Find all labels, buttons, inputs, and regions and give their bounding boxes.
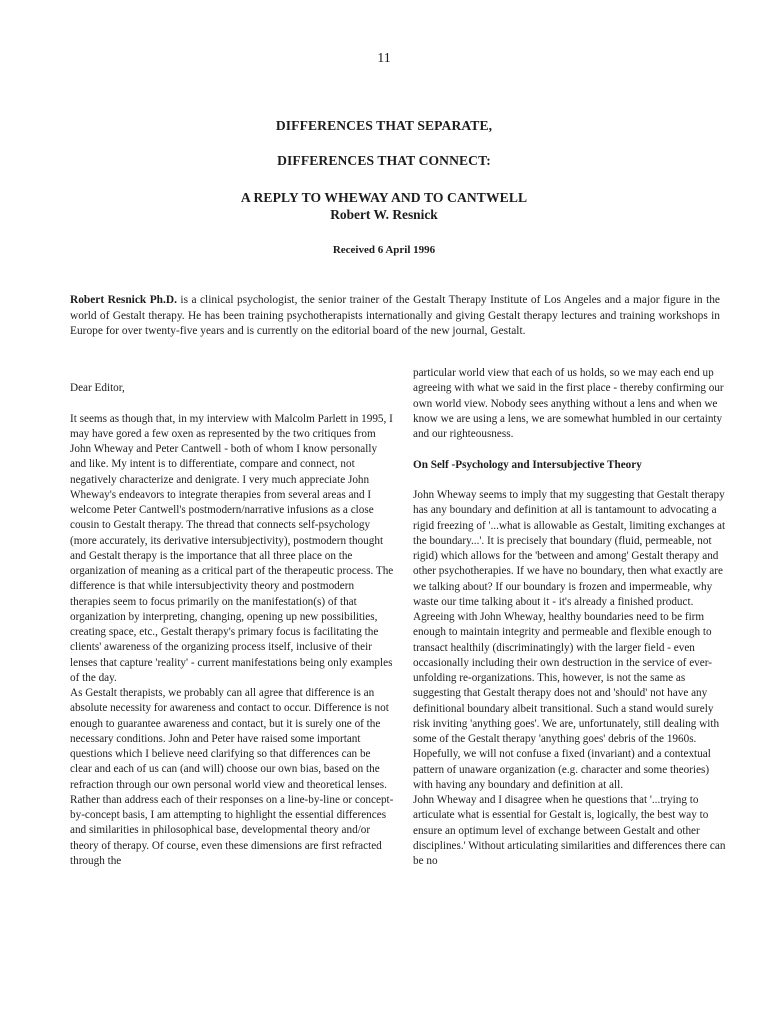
title-line-3: A REPLY TO WHEWAY AND TO CANTWELL xyxy=(240,190,528,205)
page-number: 11 xyxy=(377,51,391,66)
body-paragraph: It seems as though that, in my interview with Malcolm Parlett in 1995, I may have gored a few oxen as represented by the two critiques from John Wheway and Peter Cantwell - both of whom I know personally and like. My intent is to differentiate, compare and connect, not negatively characterize and denigrate. I very much appreciate John Wheway's endeavors to integrate therapies from several areas and I welcome Peter Cantwell's postmodern/narrative infusions as a close cousin to Gestalt therapy. The thread that connects self-psychology (more accurately, its derivative intersubjectivity), postmodern thought and Gestalt therapy is the importance that all three place on the organization of meaning as a critical part of the therapeutic process. The difference is that while intersubjectivity theory and postmodern therapies seem to focus primarily on the manifestation(s) of that organization by interpreting, changing, opening up new possibilities, creating space, etc., Gestalt therapy's primary focus is facilitating the clients' awareness of the organizing process itself, inclusive of their lenses that capture 'reality' - current manifestations being only examples of the day. xyxy=(70,412,394,684)
paragraph-gap xyxy=(70,396,394,411)
body-paragraph: John Wheway and I disagree when he questions that '...trying to articulate what is essential for Gestalt is, logically, the best way to ensure an optimum level of exchange between Gestalt and other disciplines.' Without articulating similarities and differences there can be no xyxy=(413,794,726,867)
author-name: Robert W. Resnick xyxy=(330,207,438,222)
salutation: Dear Editor, xyxy=(70,382,125,394)
title-line-2: DIFFERENCES THAT CONNECT: xyxy=(277,153,491,168)
body-paragraph: As Gestalt therapists, we probably can all agree that difference is an absolute necessity for awareness and contact to occur. Difference is not enough to guarantee awareness and contact, but it is surely one of the necessary conditions. John and Peter have raised some important questions which I believe need clarifying so that differences can be clear and each of us can (and will) choose our own bias, based on the refraction through our own personal world view and theoretical lenses. Rather than address each of their responses on a line-by-line or concept-by-concept basis, I am attempting to highlight the essential differences and similarities in philosophical base, developmental theory and/or theory of therapy. Of course, even these dimensions are first refracted through the xyxy=(70,687,394,867)
bio-text: is a clinical psychologist, the senior trainer of the Gestalt Therapy Institute of Los Angeles and a major figure in the world of Gestalt therapy. He has been training psychotherapists internationally and giving Gestalt therapy lectures and training workshops in Europe for over twenty-five years and is currently on the editorial board of the new journal, Gestalt. xyxy=(70,294,720,338)
author-bio xyxy=(70,293,720,340)
left-column xyxy=(70,381,394,869)
right-column xyxy=(413,366,728,869)
received-date: Received 6 April 1996 xyxy=(332,244,436,256)
paragraph-gap xyxy=(413,473,728,488)
title-line-1: DIFFERENCES THAT SEPARATE, xyxy=(275,118,493,133)
section-heading: On Self -Psychology and Intersubjective Theory xyxy=(413,458,642,471)
body-paragraph: particular world view that each of us holds, so we may each end up agreeing with what we said in the first place - thereby confirming our own world view. Nobody sees anything without a lens and when we know we are using a lens, we are somewhat humbled in our certainty and our righteousness. xyxy=(413,367,724,440)
paragraph-gap xyxy=(413,442,728,457)
bio-author-name: Robert Resnick Ph.D. xyxy=(70,294,177,306)
body-paragraph: John Wheway seems to imply that my suggesting that Gestalt therapy has any boundary and definition at all is tantamount to advocating a rigid freezing of '...what is allowable as Gestalt, limiting exchanges at the boundary...'. It is precisely that boundary (fluid, permeable, not rigid) which allows for the 'between and among' Gestalt therapy and other psychotherapies. If we have no boundary, then what exactly are we talking about? If our boundary is frozen and impermeable, why waste our time talking about it - it's already a finished product. Agreeing with John Wheway, healthy boundaries need to be firm enough to maintain integrity and permeable and flexible enough to transact healthily (discriminatingly) with the larger field - even occasionally including their own destruction in the service of ever-unfolding re-organizations. This, however, is not the same as suggesting that Gestalt therapy does not and 'should' not have any definitional boundary albeit transitional. Such a stand would surely risk inviting 'anything goes'. We are, unfortunately, still dealing with some of the Gestalt therapy 'anything goes' debris of the 1960s. Hopefully, we will not confuse a fixed (invariant) and a contextual pattern of unaware organization (e.g. character and some theories) with having any boundary and definition at all. xyxy=(413,489,726,791)
